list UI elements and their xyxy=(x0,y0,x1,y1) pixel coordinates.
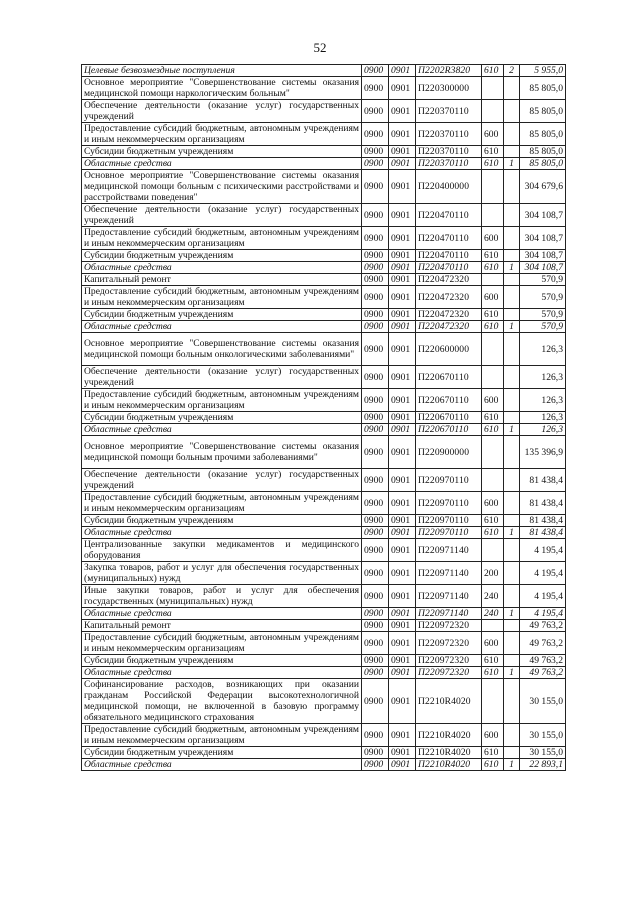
table-row xyxy=(82,321,566,333)
row-subsection-code: 0901 xyxy=(389,262,416,274)
row-funding-source: 1 xyxy=(504,527,520,539)
row-expense-type xyxy=(482,539,504,562)
row-amount: 81 438,4 xyxy=(520,515,566,527)
table-row xyxy=(82,158,566,170)
row-section-code: 0900 xyxy=(362,333,389,366)
row-expense-type: 610 xyxy=(482,158,504,170)
row-section-code: 0900 xyxy=(362,366,389,389)
row-amount: 135 396,9 xyxy=(520,436,566,469)
table-row xyxy=(82,123,566,146)
row-expense-type xyxy=(482,77,504,100)
table-row xyxy=(82,585,566,608)
row-target-article: П220970110 xyxy=(416,515,482,527)
row-amount: 81 438,4 xyxy=(520,492,566,515)
row-amount: 126,3 xyxy=(520,424,566,436)
row-expense-type: 610 xyxy=(482,515,504,527)
row-funding-source xyxy=(504,274,520,286)
row-funding-source xyxy=(504,436,520,469)
row-name: Обеспечение деятельности (оказание услуг) государственных учреждений xyxy=(82,469,362,492)
row-subsection-code: 0901 xyxy=(389,655,416,667)
table-row xyxy=(82,679,566,724)
row-target-article: П220370110 xyxy=(416,100,482,123)
row-funding-source: 1 xyxy=(504,321,520,333)
row-amount: 304 679,6 xyxy=(520,170,566,204)
row-target-article: П220472320 xyxy=(416,321,482,333)
row-section-code: 0900 xyxy=(362,747,389,759)
row-subsection-code: 0901 xyxy=(389,412,416,424)
row-target-article: П2210R4020 xyxy=(416,759,482,771)
row-amount: 304 108,7 xyxy=(520,204,566,227)
table-row xyxy=(82,286,566,309)
row-name: Предоставление субсидий бюджетным, автономным учреждениям и иным некоммерческим организациям xyxy=(82,632,362,655)
row-section-code: 0900 xyxy=(362,158,389,170)
row-funding-source xyxy=(504,250,520,262)
row-expense-type xyxy=(482,170,504,204)
table-row xyxy=(82,424,566,436)
row-subsection-code: 0901 xyxy=(389,146,416,158)
row-section-code: 0900 xyxy=(362,620,389,632)
row-target-article: П220470110 xyxy=(416,262,482,274)
row-subsection-code: 0901 xyxy=(389,204,416,227)
row-amount: 85 805,0 xyxy=(520,100,566,123)
row-section-code: 0900 xyxy=(362,469,389,492)
row-expense-type xyxy=(482,100,504,123)
row-expense-type: 240 xyxy=(482,585,504,608)
row-target-article: П220970110 xyxy=(416,469,482,492)
row-name: Капитальный ремонт xyxy=(82,274,362,286)
row-target-article: П220972320 xyxy=(416,655,482,667)
row-target-article: П220971140 xyxy=(416,585,482,608)
row-section-code: 0900 xyxy=(362,608,389,620)
row-subsection-code: 0901 xyxy=(389,250,416,262)
row-expense-type: 610 xyxy=(482,321,504,333)
row-funding-source xyxy=(504,366,520,389)
row-name: Областные средства xyxy=(82,667,362,679)
table-row xyxy=(82,65,566,77)
row-name: Предоставление субсидий бюджетным, автономным учреждениям и иным некоммерческим организациям xyxy=(82,724,362,747)
row-amount: 4 195,4 xyxy=(520,585,566,608)
row-section-code: 0900 xyxy=(362,309,389,321)
row-funding-source xyxy=(504,539,520,562)
row-funding-source: 1 xyxy=(504,158,520,170)
row-name: Областные средства xyxy=(82,158,362,170)
row-name: Областные средства xyxy=(82,759,362,771)
page-number: 52 xyxy=(313,40,327,55)
row-subsection-code: 0901 xyxy=(389,286,416,309)
row-section-code: 0900 xyxy=(362,667,389,679)
row-section-code: 0900 xyxy=(362,655,389,667)
row-section-code: 0900 xyxy=(362,274,389,286)
row-section-code: 0900 xyxy=(362,146,389,158)
row-target-article: П220972320 xyxy=(416,632,482,655)
row-funding-source xyxy=(504,585,520,608)
row-funding-source xyxy=(504,123,520,146)
row-subsection-code: 0901 xyxy=(389,759,416,771)
row-amount: 30 155,0 xyxy=(520,747,566,759)
row-amount: 304 108,7 xyxy=(520,227,566,250)
row-subsection-code: 0901 xyxy=(389,309,416,321)
row-target-article: П220972320 xyxy=(416,667,482,679)
row-expense-type xyxy=(482,366,504,389)
table-row xyxy=(82,250,566,262)
row-funding-source xyxy=(504,333,520,366)
row-section-code: 0900 xyxy=(362,585,389,608)
row-amount: 570,9 xyxy=(520,309,566,321)
table-row xyxy=(82,389,566,412)
row-section-code: 0900 xyxy=(362,492,389,515)
table-body xyxy=(82,65,566,771)
row-amount: 49 763,2 xyxy=(520,620,566,632)
row-funding-source xyxy=(504,227,520,250)
row-target-article: П220970110 xyxy=(416,527,482,539)
row-section-code: 0900 xyxy=(362,100,389,123)
row-amount: 304 108,7 xyxy=(520,250,566,262)
row-name: Иные закупки товаров, работ и услуг для обеспечения государственных (муниципальных) нужд xyxy=(82,585,362,608)
row-section-code: 0900 xyxy=(362,204,389,227)
row-funding-source: 1 xyxy=(504,424,520,436)
row-amount: 85 805,0 xyxy=(520,77,566,100)
row-expense-type xyxy=(482,436,504,469)
row-expense-type: 600 xyxy=(482,724,504,747)
row-funding-source xyxy=(504,620,520,632)
row-funding-source xyxy=(504,492,520,515)
row-subsection-code: 0901 xyxy=(389,620,416,632)
row-subsection-code: 0901 xyxy=(389,679,416,724)
row-subsection-code: 0901 xyxy=(389,539,416,562)
row-expense-type: 610 xyxy=(482,667,504,679)
row-amount: 85 805,0 xyxy=(520,123,566,146)
row-amount: 4 195,4 xyxy=(520,539,566,562)
row-funding-source: 1 xyxy=(504,608,520,620)
row-section-code: 0900 xyxy=(362,539,389,562)
row-amount: 49 763,2 xyxy=(520,632,566,655)
row-target-article: П220670110 xyxy=(416,424,482,436)
row-amount: 126,3 xyxy=(520,412,566,424)
table-row xyxy=(82,608,566,620)
row-funding-source xyxy=(504,309,520,321)
table-row xyxy=(82,747,566,759)
row-subsection-code: 0901 xyxy=(389,469,416,492)
row-name: Предоставление субсидий бюджетным, автономным учреждениям и иным некоммерческим организациям xyxy=(82,227,362,250)
row-section-code: 0900 xyxy=(362,515,389,527)
row-funding-source xyxy=(504,412,520,424)
row-subsection-code: 0901 xyxy=(389,100,416,123)
row-expense-type xyxy=(482,679,504,724)
row-name: Основное мероприятие "Совершенствование системы оказания медицинской помощи наркологическим больным" xyxy=(82,77,362,100)
row-section-code: 0900 xyxy=(362,77,389,100)
row-funding-source xyxy=(504,389,520,412)
row-name: Субсидии бюджетным учреждениям xyxy=(82,309,362,321)
row-expense-type xyxy=(482,620,504,632)
row-section-code: 0900 xyxy=(362,262,389,274)
row-subsection-code: 0901 xyxy=(389,389,416,412)
table-row xyxy=(82,667,566,679)
row-name: Областные средства xyxy=(82,527,362,539)
table-row xyxy=(82,759,566,771)
row-funding-source xyxy=(504,632,520,655)
row-expense-type xyxy=(482,469,504,492)
row-funding-source xyxy=(504,515,520,527)
row-target-article: П220370110 xyxy=(416,123,482,146)
row-target-article: П220472320 xyxy=(416,286,482,309)
row-section-code: 0900 xyxy=(362,424,389,436)
row-name: Целевые безвозмездные поступления xyxy=(82,65,362,77)
row-funding-source xyxy=(504,469,520,492)
row-subsection-code: 0901 xyxy=(389,667,416,679)
row-subsection-code: 0901 xyxy=(389,585,416,608)
table-row xyxy=(82,309,566,321)
row-section-code: 0900 xyxy=(362,759,389,771)
row-amount: 4 195,4 xyxy=(520,608,566,620)
row-target-article: П220972320 xyxy=(416,620,482,632)
row-subsection-code: 0901 xyxy=(389,366,416,389)
row-name: Областные средства xyxy=(82,262,362,274)
row-amount: 30 155,0 xyxy=(520,679,566,724)
row-amount: 81 438,4 xyxy=(520,469,566,492)
table-row xyxy=(82,655,566,667)
row-amount: 4 195,4 xyxy=(520,562,566,585)
row-funding-source xyxy=(504,77,520,100)
row-section-code: 0900 xyxy=(362,527,389,539)
table-row xyxy=(82,77,566,100)
row-expense-type: 610 xyxy=(482,65,504,77)
row-name: Субсидии бюджетным учреждениям xyxy=(82,412,362,424)
row-expense-type: 600 xyxy=(482,632,504,655)
table-row xyxy=(82,632,566,655)
row-name: Основное мероприятие "Совершенствование системы оказания медицинской помощи больным онкологическими заболеваниями" xyxy=(82,333,362,366)
row-expense-type: 610 xyxy=(482,250,504,262)
row-subsection-code: 0901 xyxy=(389,562,416,585)
row-subsection-code: 0901 xyxy=(389,608,416,620)
row-target-article: П220300000 xyxy=(416,77,482,100)
row-name: Капитальный ремонт xyxy=(82,620,362,632)
row-funding-source xyxy=(504,655,520,667)
row-expense-type: 610 xyxy=(482,146,504,158)
row-expense-type: 600 xyxy=(482,227,504,250)
row-name: Субсидии бюджетным учреждениям xyxy=(82,655,362,667)
row-target-article: П220970110 xyxy=(416,492,482,515)
row-name: Предоставление субсидий бюджетным, автономным учреждениям и иным некоммерческим организациям xyxy=(82,492,362,515)
row-funding-source xyxy=(504,747,520,759)
row-target-article: П220470110 xyxy=(416,250,482,262)
row-section-code: 0900 xyxy=(362,632,389,655)
row-name: Субсидии бюджетным учреждениям xyxy=(82,146,362,158)
row-amount: 85 805,0 xyxy=(520,158,566,170)
row-name: Централизованные закупки медикаментов и медицинского оборудования xyxy=(82,539,362,562)
table-row xyxy=(82,492,566,515)
row-expense-type xyxy=(482,274,504,286)
row-funding-source xyxy=(504,170,520,204)
row-name: Предоставление субсидий бюджетным, автономным учреждениям и иным некоммерческим организациям xyxy=(82,123,362,146)
row-name: Обеспечение деятельности (оказание услуг) государственных учреждений xyxy=(82,204,362,227)
row-target-article: П220600000 xyxy=(416,333,482,366)
row-subsection-code: 0901 xyxy=(389,321,416,333)
row-subsection-code: 0901 xyxy=(389,747,416,759)
row-funding-source: 1 xyxy=(504,759,520,771)
row-amount: 5 955,0 xyxy=(520,65,566,77)
table-row xyxy=(82,412,566,424)
row-target-article: П220900000 xyxy=(416,436,482,469)
row-name: Предоставление субсидий бюджетным, автономным учреждениям и иным некоммерческим организациям xyxy=(82,286,362,309)
row-expense-type: 600 xyxy=(482,389,504,412)
row-amount: 570,9 xyxy=(520,286,566,309)
table-row xyxy=(82,562,566,585)
row-subsection-code: 0901 xyxy=(389,77,416,100)
table-row xyxy=(82,527,566,539)
row-section-code: 0900 xyxy=(362,227,389,250)
row-funding-source xyxy=(504,146,520,158)
budget-table xyxy=(81,64,566,771)
row-expense-type: 610 xyxy=(482,424,504,436)
row-expense-type: 200 xyxy=(482,562,504,585)
row-section-code: 0900 xyxy=(362,250,389,262)
row-funding-source xyxy=(504,204,520,227)
row-section-code: 0900 xyxy=(362,679,389,724)
table-row xyxy=(82,204,566,227)
row-target-article: П220370110 xyxy=(416,146,482,158)
table-row xyxy=(82,366,566,389)
row-name: Основное мероприятие "Совершенствование системы оказания медицинской помощи больным с психическими расстройствами и расстройствами поведения" xyxy=(82,170,362,204)
row-expense-type: 610 xyxy=(482,262,504,274)
row-subsection-code: 0901 xyxy=(389,65,416,77)
row-section-code: 0900 xyxy=(362,412,389,424)
table-row xyxy=(82,262,566,274)
row-subsection-code: 0901 xyxy=(389,170,416,204)
row-subsection-code: 0901 xyxy=(389,436,416,469)
row-funding-source: 1 xyxy=(504,667,520,679)
row-name: Областные средства xyxy=(82,608,362,620)
table-row xyxy=(82,146,566,158)
row-expense-type: 610 xyxy=(482,759,504,771)
row-expense-type: 600 xyxy=(482,492,504,515)
row-expense-type: 600 xyxy=(482,286,504,309)
row-funding-source xyxy=(504,100,520,123)
row-subsection-code: 0901 xyxy=(389,158,416,170)
table-row xyxy=(82,170,566,204)
row-expense-type: 610 xyxy=(482,527,504,539)
table-row xyxy=(82,724,566,747)
row-subsection-code: 0901 xyxy=(389,632,416,655)
row-funding-source xyxy=(504,724,520,747)
row-subsection-code: 0901 xyxy=(389,424,416,436)
row-amount: 49 763,2 xyxy=(520,667,566,679)
row-subsection-code: 0901 xyxy=(389,227,416,250)
row-funding-source: 2 xyxy=(504,65,520,77)
table-row xyxy=(82,515,566,527)
row-expense-type: 610 xyxy=(482,412,504,424)
row-name: Основное мероприятие "Совершенствование системы оказания медицинской помощи больным прочими заболеваниями" xyxy=(82,436,362,469)
row-section-code: 0900 xyxy=(362,170,389,204)
row-name: Областные средства xyxy=(82,424,362,436)
row-name: Софинансирование расходов, возникающих при оказании гражданам Российской Федерации высокотехнологичной медицинской помощи, не включенной в базовую программу обязательного медицинского страхования xyxy=(82,679,362,724)
row-name: Предоставление субсидий бюджетным, автономным учреждениям и иным некоммерческим организациям xyxy=(82,389,362,412)
row-amount: 126,3 xyxy=(520,333,566,366)
row-target-article: П220370110 xyxy=(416,158,482,170)
row-amount: 30 155,0 xyxy=(520,724,566,747)
row-amount: 126,3 xyxy=(520,366,566,389)
row-subsection-code: 0901 xyxy=(389,492,416,515)
row-target-article: П220971140 xyxy=(416,562,482,585)
row-funding-source xyxy=(504,679,520,724)
row-section-code: 0900 xyxy=(362,286,389,309)
row-section-code: 0900 xyxy=(362,562,389,585)
row-funding-source xyxy=(504,562,520,585)
row-target-article: П220971140 xyxy=(416,539,482,562)
row-expense-type: 610 xyxy=(482,309,504,321)
row-expense-type: 610 xyxy=(482,655,504,667)
row-amount: 304 108,7 xyxy=(520,262,566,274)
row-name: Субсидии бюджетным учреждениям xyxy=(82,250,362,262)
row-expense-type: 610 xyxy=(482,747,504,759)
table-row xyxy=(82,620,566,632)
row-amount: 126,3 xyxy=(520,389,566,412)
row-target-article: П220670110 xyxy=(416,412,482,424)
row-subsection-code: 0901 xyxy=(389,527,416,539)
row-amount: 81 438,4 xyxy=(520,527,566,539)
row-subsection-code: 0901 xyxy=(389,724,416,747)
row-target-article: П2210R4020 xyxy=(416,724,482,747)
row-funding-source: 1 xyxy=(504,262,520,274)
row-name: Субсидии бюджетным учреждениям xyxy=(82,747,362,759)
row-amount: 570,9 xyxy=(520,321,566,333)
row-target-article: П220400000 xyxy=(416,170,482,204)
row-expense-type: 240 xyxy=(482,608,504,620)
row-target-article: П220971140 xyxy=(416,608,482,620)
row-subsection-code: 0901 xyxy=(389,333,416,366)
row-section-code: 0900 xyxy=(362,389,389,412)
table-row xyxy=(82,469,566,492)
row-amount: 570,9 xyxy=(520,274,566,286)
row-target-article: П2210R4020 xyxy=(416,747,482,759)
row-target-article: П2210R4020 xyxy=(416,679,482,724)
table-row xyxy=(82,539,566,562)
row-subsection-code: 0901 xyxy=(389,123,416,146)
row-amount: 22 893,1 xyxy=(520,759,566,771)
row-name: Закупка товаров, работ и услуг для обеспечения государственных (муниципальных) нужд xyxy=(82,562,362,585)
row-section-code: 0900 xyxy=(362,123,389,146)
row-target-article: П220670110 xyxy=(416,389,482,412)
table-row xyxy=(82,274,566,286)
row-target-article: П2202R3820 xyxy=(416,65,482,77)
table-row xyxy=(82,100,566,123)
row-target-article: П220470110 xyxy=(416,204,482,227)
row-target-article: П220472320 xyxy=(416,309,482,321)
row-subsection-code: 0901 xyxy=(389,515,416,527)
row-subsection-code: 0901 xyxy=(389,274,416,286)
row-section-code: 0900 xyxy=(362,65,389,77)
row-amount: 49 763,2 xyxy=(520,655,566,667)
row-expense-type: 600 xyxy=(482,123,504,146)
row-name: Субсидии бюджетным учреждениям xyxy=(82,515,362,527)
row-amount: 85 805,0 xyxy=(520,146,566,158)
row-expense-type xyxy=(482,333,504,366)
row-target-article: П220670110 xyxy=(416,366,482,389)
row-name: Областные средства xyxy=(82,321,362,333)
row-section-code: 0900 xyxy=(362,724,389,747)
row-target-article: П220470110 xyxy=(416,227,482,250)
row-section-code: 0900 xyxy=(362,436,389,469)
table-row xyxy=(82,333,566,366)
row-name: Обеспечение деятельности (оказание услуг) государственных учреждений xyxy=(82,366,362,389)
row-section-code: 0900 xyxy=(362,321,389,333)
row-funding-source xyxy=(504,286,520,309)
table-row xyxy=(82,436,566,469)
row-target-article: П220472320 xyxy=(416,274,482,286)
row-name: Обеспечение деятельности (оказание услуг) государственных учреждений xyxy=(82,100,362,123)
row-expense-type xyxy=(482,204,504,227)
table-row xyxy=(82,227,566,250)
